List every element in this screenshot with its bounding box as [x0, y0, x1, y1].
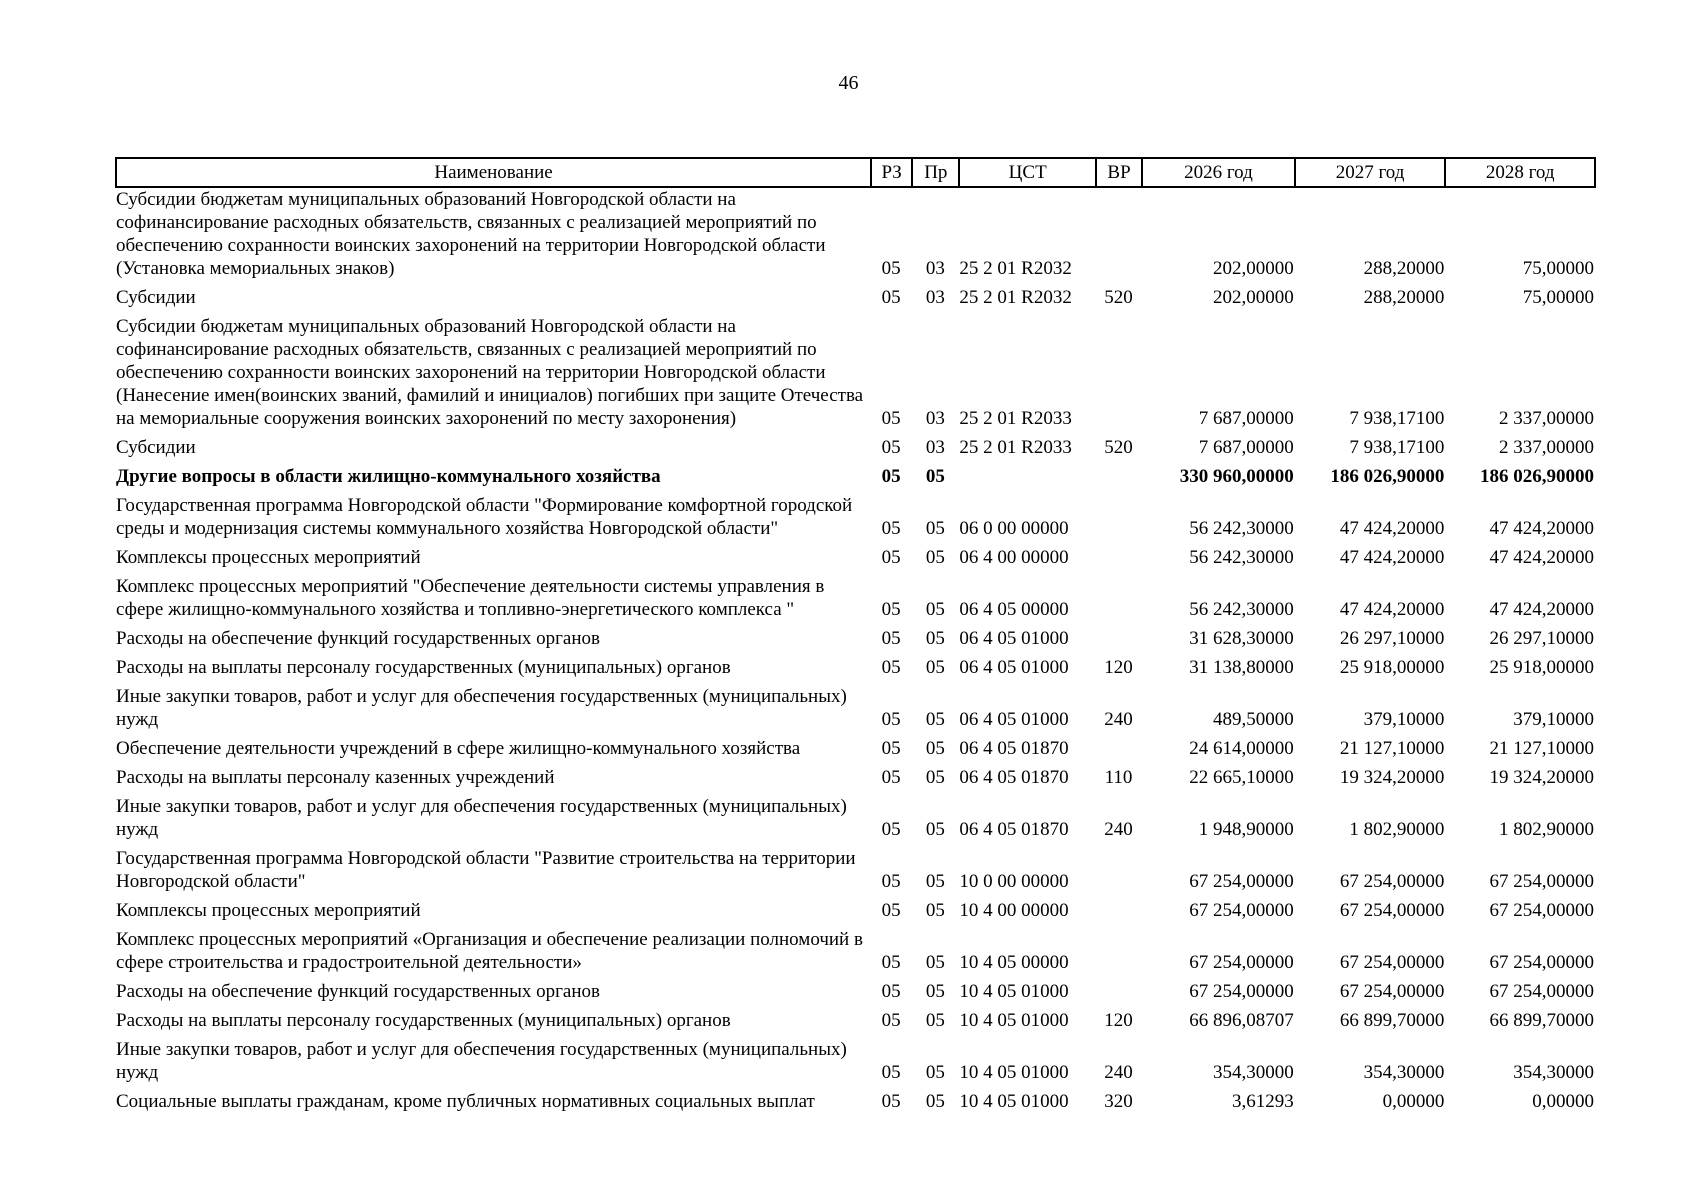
cell-rz: 05	[881, 1062, 901, 1083]
cell-2028: 75,00000	[1522, 258, 1594, 279]
cell-2028: 0,00000	[1532, 1091, 1594, 1112]
cell-rz: 05	[881, 819, 901, 840]
cell-name: Иные закупки товаров, работ и услуг для обеспечения государственных (муниципальных) нужд	[116, 796, 847, 840]
page-number: 46	[838, 72, 859, 94]
cell-vr: 120	[1104, 1010, 1133, 1031]
cell-vr: 120	[1104, 657, 1133, 678]
cell-cst: 10 4 00 00000	[959, 900, 1069, 921]
cell-2028: 25 918,00000	[1489, 657, 1594, 678]
cell-2028: 2 337,00000	[1499, 437, 1594, 458]
cell-2026: 489,50000	[1212, 709, 1294, 730]
cell-name: Иные закупки товаров, работ и услуг для обеспечения государственных (муниципальных) нужд	[116, 1039, 847, 1083]
cell-rz: 05	[881, 767, 901, 788]
cell-2028: 186 026,90000	[1480, 466, 1594, 487]
cell-2028: 47 424,20000	[1489, 599, 1594, 620]
cell-pr: 03	[925, 287, 945, 308]
cell-2027: 19 324,20000	[1339, 767, 1445, 788]
cell-2028: 47 424,20000	[1489, 518, 1594, 539]
cell-pr: 05	[925, 871, 945, 892]
cell-cst: 06 4 05 00000	[959, 599, 1069, 620]
cell-cst: 10 4 05 01000	[959, 1062, 1069, 1083]
header-name: Наименование	[116, 158, 871, 187]
cell-2026: 56 242,30000	[1189, 599, 1294, 620]
cell-2026: 67 254,00000	[1189, 952, 1294, 973]
cell-2028: 19 324,20000	[1489, 767, 1594, 788]
cell-2026: 7 687,00000	[1198, 408, 1294, 429]
cell-cst: 10 4 05 01000	[959, 981, 1069, 1002]
cell-rz: 05	[881, 900, 901, 921]
cell-rz: 05	[881, 1091, 901, 1112]
header-rz: РЗ	[871, 158, 912, 187]
cell-rz: 05	[881, 981, 901, 1002]
table-body	[116, 187, 1595, 1119]
cell-name: Расходы на выплаты персоналу государственных (муниципальных) органов	[116, 1010, 731, 1031]
cell-name: Субсидии бюджетам муниципальных образований Новгородской области на софинансирование расходных обязательств, связанных с реализацией мероприятий по обеспечению сохранности воинских захоронений на территории Новгородской области (Установка мемориальных знаков)	[116, 189, 826, 279]
table-row	[116, 847, 1595, 899]
cell-2028: 67 254,00000	[1489, 952, 1594, 973]
table-row	[116, 899, 1595, 928]
cell-2026: 56 242,30000	[1189, 547, 1294, 568]
cell-name: Комплексы процессных мероприятий	[116, 547, 421, 568]
cell-vr: 110	[1104, 767, 1133, 788]
cell-rz: 05	[881, 547, 901, 568]
table-row	[116, 436, 1595, 465]
cell-pr: 05	[925, 738, 945, 759]
cell-2026: 67 254,00000	[1189, 900, 1294, 921]
table-row	[116, 546, 1595, 575]
table-row	[116, 795, 1595, 847]
cell-2027: 7 938,17100	[1349, 437, 1445, 458]
cell-cst: 25 2 01 R2033	[959, 408, 1072, 429]
cell-name: Субсидии бюджетам муниципальных образований Новгородской области на софинансирование расходных обязательств, связанных с реализацией мероприятий по обеспечению сохранности воинских захоронений на территории Новгородской области (Нанесение имен(воинских званий, фамилий и инициалов) погибших при защите Отечества на мемориальные сооружения воинских захоронений по месту захоронения)	[116, 316, 864, 429]
cell-rz: 05	[881, 466, 901, 487]
table-row	[116, 656, 1595, 685]
cell-2026: 1 948,90000	[1198, 819, 1294, 840]
cell-cst: 10 4 05 00000	[959, 952, 1069, 973]
cell-2026: 330 960,00000	[1179, 466, 1294, 487]
cell-2026: 202,00000	[1212, 287, 1294, 308]
cell-cst: 06 0 00 00000	[959, 518, 1069, 539]
cell-cst	[959, 465, 1096, 494]
cell-vr	[1096, 980, 1142, 1009]
cell-name: Комплекс процессных мероприятий «Организация и обеспечение реализации полномочий в сфере строительства и градостроительной деятельности»	[116, 929, 863, 973]
cell-name: Социальные выплаты гражданам, кроме публичных нормативных социальных выплат	[116, 1091, 815, 1112]
cell-rz: 05	[881, 738, 901, 759]
cell-cst: 06 4 05 01000	[959, 709, 1069, 730]
cell-2026: 3,61293	[1231, 1091, 1294, 1112]
cell-rz: 05	[881, 599, 901, 620]
cell-name: Расходы на выплаты персоналу государственных (муниципальных) органов	[116, 657, 731, 678]
cell-name: Государственная программа Новгородской области "Развитие строительства на территории Новгородской области"	[116, 848, 856, 892]
cell-2027: 186 026,90000	[1330, 466, 1445, 487]
cell-name: Расходы на обеспечение функций государственных органов	[116, 628, 600, 649]
header-pr: Пр	[912, 158, 959, 187]
cell-vr	[1096, 928, 1142, 980]
table-row	[116, 627, 1595, 656]
cell-rz: 05	[881, 287, 901, 308]
table-row	[116, 465, 1595, 494]
cell-vr: 520	[1104, 437, 1133, 458]
cell-rz: 05	[881, 1010, 901, 1031]
cell-vr: 520	[1104, 287, 1133, 308]
cell-name: Обеспечение деятельности учреждений в сфере жилищно-коммунального хозяйства	[116, 738, 801, 759]
cell-rz: 05	[881, 628, 901, 649]
cell-pr: 05	[925, 599, 945, 620]
cell-rz: 05	[881, 258, 901, 279]
cell-name: Государственная программа Новгородской области "Формирование комфортной городской среды и модернизация системы коммунального хозяйства Новгородской области"	[116, 495, 853, 539]
cell-pr: 05	[925, 657, 945, 678]
cell-vr: 240	[1104, 1062, 1133, 1083]
cell-2026: 24 614,00000	[1189, 738, 1294, 759]
cell-2026: 56 242,30000	[1189, 518, 1294, 539]
table-row	[116, 980, 1595, 1009]
cell-vr	[1096, 315, 1142, 436]
cell-vr: 320	[1104, 1091, 1133, 1112]
cell-vr	[1096, 187, 1142, 286]
cell-2027: 288,20000	[1363, 287, 1445, 308]
table-row	[116, 737, 1595, 766]
cell-cst: 06 4 05 01870	[959, 819, 1069, 840]
cell-name: Расходы на обеспечение функций государственных органов	[116, 981, 600, 1002]
cell-vr	[1096, 575, 1142, 627]
cell-2026: 67 254,00000	[1189, 871, 1294, 892]
cell-pr: 05	[925, 466, 945, 487]
cell-2028: 67 254,00000	[1489, 981, 1594, 1002]
cell-pr: 05	[925, 547, 945, 568]
header-vr: ВР	[1096, 158, 1142, 187]
cell-2027: 7 938,17100	[1349, 408, 1445, 429]
cell-cst: 25 2 01 R2033	[959, 437, 1072, 458]
cell-2027: 25 918,00000	[1339, 657, 1445, 678]
cell-2028: 67 254,00000	[1489, 871, 1594, 892]
table-row	[116, 286, 1595, 315]
cell-cst: 25 2 01 R2032	[959, 287, 1072, 308]
cell-vr	[1096, 465, 1142, 494]
table-row	[116, 494, 1595, 546]
cell-cst: 10 0 00 00000	[959, 871, 1069, 892]
cell-name: Другие вопросы в области жилищно-коммунального хозяйства	[116, 466, 661, 487]
cell-2027: 67 254,00000	[1339, 871, 1445, 892]
cell-cst: 06 4 05 01000	[959, 628, 1069, 649]
cell-pr: 05	[925, 981, 945, 1002]
cell-2028: 47 424,20000	[1489, 547, 1594, 568]
cell-2027: 288,20000	[1363, 258, 1445, 279]
cell-cst: 06 4 00 00000	[959, 547, 1069, 568]
cell-vr	[1096, 899, 1142, 928]
cell-2027: 47 424,20000	[1339, 547, 1445, 568]
cell-2026: 31 628,30000	[1189, 628, 1294, 649]
cell-2028: 2 337,00000	[1499, 408, 1594, 429]
header-2028: 2028 год	[1445, 158, 1595, 187]
cell-2026: 354,30000	[1212, 1062, 1294, 1083]
cell-2028: 21 127,10000	[1489, 738, 1594, 759]
cell-name: Субсидии	[116, 287, 196, 308]
table-row	[116, 928, 1595, 980]
cell-vr	[1096, 546, 1142, 575]
cell-rz: 05	[881, 871, 901, 892]
cell-vr: 240	[1104, 709, 1133, 730]
cell-name: Иные закупки товаров, работ и услуг для обеспечения государственных (муниципальных) нужд	[116, 686, 847, 730]
cell-2028: 26 297,10000	[1489, 628, 1594, 649]
cell-2027: 1 802,90000	[1349, 819, 1445, 840]
cell-cst: 06 4 05 01870	[959, 767, 1069, 788]
header-2026: 2026 год	[1142, 158, 1295, 187]
cell-pr: 05	[925, 1091, 945, 1112]
header-2027: 2027 год	[1295, 158, 1446, 187]
cell-name: Комплексы процессных мероприятий	[116, 900, 421, 921]
cell-pr: 05	[925, 628, 945, 649]
cell-pr: 05	[925, 709, 945, 730]
cell-2027: 0,00000	[1382, 1091, 1445, 1112]
cell-pr: 05	[925, 767, 945, 788]
cell-pr: 05	[925, 900, 945, 921]
table-row	[116, 575, 1595, 627]
table-row	[116, 187, 1595, 286]
cell-2028: 1 802,90000	[1499, 819, 1594, 840]
table-row	[116, 1009, 1595, 1038]
cell-rz: 05	[881, 709, 901, 730]
cell-2027: 26 297,10000	[1339, 628, 1445, 649]
cell-2027: 47 424,20000	[1339, 599, 1445, 620]
cell-pr: 05	[925, 819, 945, 840]
budget-table	[115, 157, 1596, 1119]
cell-rz: 05	[881, 518, 901, 539]
cell-cst: 10 4 05 01000	[959, 1010, 1069, 1031]
table-row	[116, 1090, 1595, 1119]
cell-rz: 05	[881, 952, 901, 973]
header-row	[116, 158, 1595, 187]
cell-vr: 240	[1104, 819, 1133, 840]
table-row	[116, 685, 1595, 737]
header-cst: ЦСТ	[959, 158, 1096, 187]
cell-rz: 05	[881, 437, 901, 458]
cell-2026: 7 687,00000	[1198, 437, 1294, 458]
cell-2027: 379,10000	[1363, 709, 1445, 730]
cell-2028: 67 254,00000	[1489, 900, 1594, 921]
cell-2026: 66 896,08707	[1189, 1010, 1294, 1031]
cell-2027: 354,30000	[1363, 1062, 1445, 1083]
cell-2027: 67 254,00000	[1339, 900, 1445, 921]
cell-vr	[1096, 847, 1142, 899]
table-row	[116, 315, 1595, 436]
cell-rz: 05	[881, 408, 901, 429]
cell-name: Комплекс процессных мероприятий "Обеспечение деятельности системы управления в сфере жилищно-коммунального хозяйства и топливно-энергетического комплекса "	[116, 576, 825, 620]
table-header	[116, 158, 1595, 187]
cell-pr: 03	[925, 437, 945, 458]
cell-2026: 202,00000	[1212, 258, 1294, 279]
cell-name: Субсидии	[116, 437, 196, 458]
cell-2026: 31 138,80000	[1189, 657, 1294, 678]
cell-2026: 22 665,10000	[1189, 767, 1294, 788]
cell-pr: 05	[925, 952, 945, 973]
cell-2026: 67 254,00000	[1189, 981, 1294, 1002]
cell-2028: 66 899,70000	[1489, 1010, 1594, 1031]
cell-2028: 354,30000	[1513, 1062, 1594, 1083]
cell-name: Расходы на выплаты персоналу казенных учреждений	[116, 767, 555, 788]
cell-vr	[1096, 737, 1142, 766]
cell-cst: 06 4 05 01000	[959, 657, 1069, 678]
cell-2027: 67 254,00000	[1339, 981, 1445, 1002]
cell-pr: 03	[925, 258, 945, 279]
cell-vr	[1096, 494, 1142, 546]
table-row	[116, 1038, 1595, 1090]
cell-2028: 379,10000	[1513, 709, 1594, 730]
cell-pr: 05	[925, 1062, 945, 1083]
table-row	[116, 766, 1595, 795]
cell-vr	[1096, 627, 1142, 656]
cell-2027: 21 127,10000	[1339, 738, 1445, 759]
cell-cst: 10 4 05 01000	[959, 1091, 1069, 1112]
cell-rz: 05	[881, 657, 901, 678]
cell-pr: 03	[925, 408, 945, 429]
cell-cst: 25 2 01 R2032	[959, 258, 1072, 279]
cell-2027: 66 899,70000	[1339, 1010, 1445, 1031]
cell-2027: 67 254,00000	[1339, 952, 1445, 973]
cell-pr: 05	[925, 518, 945, 539]
cell-2028: 75,00000	[1522, 287, 1594, 308]
cell-pr: 05	[925, 1010, 945, 1031]
cell-cst: 06 4 05 01870	[959, 738, 1069, 759]
cell-2027: 47 424,20000	[1339, 518, 1445, 539]
